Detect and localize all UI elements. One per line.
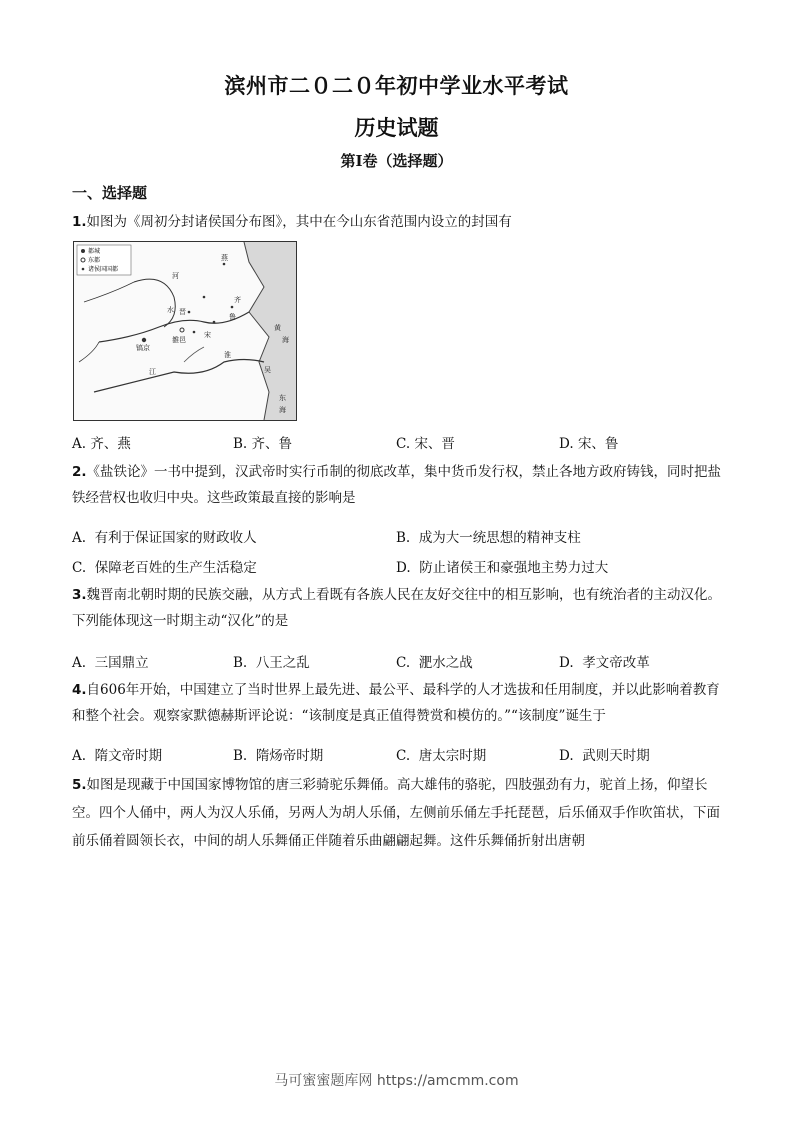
map-label: 吴: [264, 366, 271, 374]
map-label: 齐: [234, 296, 241, 304]
map-label: 东: [279, 394, 286, 402]
option-c[interactable]: C. 唐太宗时期: [396, 748, 487, 764]
option-c[interactable]: C. 保障老百姓的生产生活稳定: [72, 560, 257, 576]
map-label: 宋: [204, 331, 211, 339]
question-number: 2.: [72, 464, 87, 480]
option-b[interactable]: B. 隋炀帝时期: [233, 748, 324, 764]
option-b[interactable]: B. 成为大一统思想的精神支柱: [396, 530, 581, 546]
map-label: 黄: [274, 324, 281, 332]
map-label: 晋: [179, 308, 186, 316]
question-2: [72, 459, 724, 511]
question-2-options-row1: [72, 526, 724, 548]
question-2-options-row2: [72, 556, 724, 578]
question-number: 4.: [72, 682, 87, 698]
zhou-fief-map: [73, 241, 297, 421]
question-3: [72, 582, 724, 634]
question-text: 魏晋南北朝时期的民族交融，从方式上看既有各族人民在友好交往中的相互影响，也有统治者的主动汉化。下列能体现这一时期主动“汉化”的是: [72, 587, 722, 629]
option-a[interactable]: A. 齐、燕: [72, 436, 131, 452]
exam-subtitle: 历史试题: [354, 115, 439, 140]
question-number: 5.: [72, 777, 87, 793]
option-a[interactable]: A. 三国鼎立: [72, 655, 149, 671]
map-label: 镐京: [136, 344, 150, 352]
option-b[interactable]: B. 八王之乱: [233, 655, 310, 671]
option-d[interactable]: D. 武则天时期: [559, 748, 650, 764]
map-label: 江: [149, 368, 156, 376]
option-d[interactable]: D. 孝文帝改革: [559, 655, 650, 671]
question-number: 1.: [72, 214, 87, 230]
question-4: [72, 677, 724, 729]
question-3-options: [72, 651, 724, 673]
option-c[interactable]: C. 淝水之战: [396, 655, 473, 671]
volume-label: 第Ⅰ卷（选择题）: [340, 152, 453, 170]
map-label: 海: [282, 336, 289, 344]
question-5: [72, 771, 724, 855]
map-label: 河: [172, 272, 179, 280]
map-label: 燕: [221, 254, 228, 262]
question-text: 如图是现藏于中国国家博物馆的唐三彩骑驼乐舞俑。高大雄伟的骆驼，四肢强劲有力，驼首上扬，仰望长空。四个人俑中，两人为汉人乐俑，另两人为胡人乐俑，左侧前乐俑左手托琵琶，后乐俑双手作吹笛状，下面前乐俑着圆领长衣，中间的胡人乐舞俑正伴随着乐曲翩翩起舞。这件乐舞俑折射出唐朝: [72, 777, 720, 849]
map-label: 淮: [224, 351, 231, 359]
option-d[interactable]: D. 防止诸侯王和豪强地主势力过大: [396, 560, 609, 576]
question-1-options: [72, 432, 724, 454]
map-figure: [74, 242, 296, 420]
option-c[interactable]: C. 宋、晋: [396, 436, 455, 452]
question-number: 3.: [72, 587, 87, 603]
map-label: 雒邑: [172, 336, 186, 344]
section-heading: 一、选择题: [72, 184, 148, 202]
question-1: [72, 209, 724, 235]
exam-title: 滨州市二０二０年初中学业水平考试: [224, 73, 569, 98]
question-text: 自606年开始，中国建立了当时世界上最先进、最公平、最科学的人才选拔和任用制度，并以此影响着教育和整个社会。观察家默德赫斯评论说：“该制度是真正值得赞赏和模仿的。”“该制度”诞生于: [72, 682, 720, 724]
site-footer: 马可蜜蜜题库网 https://amcmm.com: [274, 1073, 519, 1089]
map-legend-capital: 都城: [88, 248, 101, 255]
question-4-options: [72, 744, 724, 766]
map-label: 水: [167, 306, 174, 314]
option-a[interactable]: A. 隋文帝时期: [72, 748, 163, 764]
option-a[interactable]: A. 有利于保证国家的财政收人: [72, 530, 257, 546]
option-b[interactable]: B. 齐、鲁: [233, 436, 293, 452]
map-legend-state-capital: 诸侯国国都: [88, 266, 119, 273]
map-label: 鲁: [229, 313, 236, 321]
question-text: 如图为《周初分封诸侯国分布图》，其中在今山东省范围内设立的封国有: [86, 214, 512, 230]
option-d[interactable]: D. 宋、鲁: [559, 436, 619, 452]
map-legend-east-capital: 东都: [88, 257, 101, 264]
question-text: 《盐铁论》一书中提到，汉武帝时实行币制的彻底改革，集中货币发行权，禁止各地方政府铸钱，同时把盐铁经营权也收归中央。这些政策最直接的影响是: [72, 464, 722, 506]
map-label: 海: [279, 406, 286, 414]
